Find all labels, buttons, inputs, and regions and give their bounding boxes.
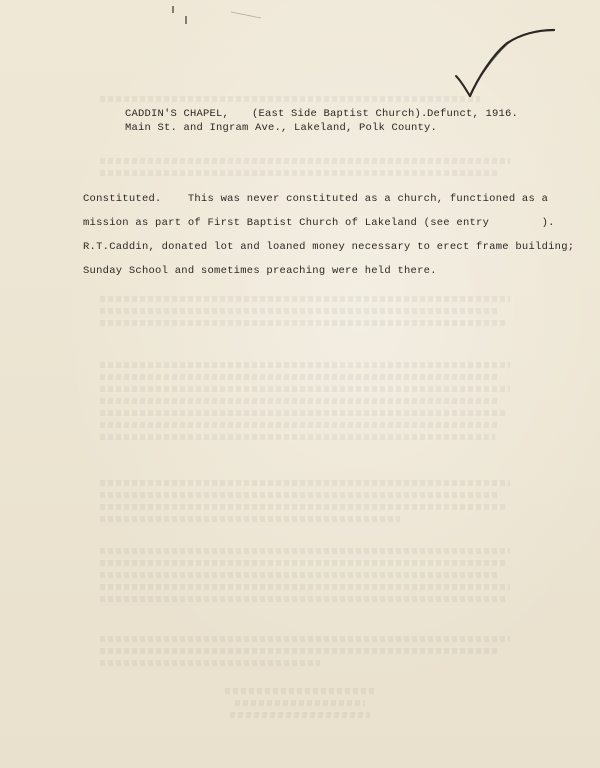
body-line-2: mission as part of First Baptist Church of Lakeland (see entry ). [83, 217, 555, 229]
bleed-through [100, 374, 500, 380]
bleed-through [100, 296, 510, 302]
pencil-marks-icon [165, 4, 265, 30]
bleed-through [100, 572, 500, 578]
bleed-through [100, 560, 505, 566]
bleed-through [100, 492, 500, 498]
defunct-date: Defunct, 1916. [427, 108, 519, 120]
bleed-through [100, 660, 320, 666]
bleed-through [225, 688, 375, 694]
bleed-through [235, 700, 365, 706]
bleed-through [100, 422, 500, 428]
address-line: Main St. and Ingram Ave., Lakeland, Polk County. [125, 122, 438, 134]
bleed-through [100, 480, 510, 486]
check-mark-icon [448, 26, 558, 100]
bleed-through [100, 96, 480, 102]
bleed-through [100, 362, 510, 368]
bleed-through [100, 398, 500, 404]
bleed-through [100, 308, 500, 314]
bleed-through [100, 434, 495, 440]
bleed-through [100, 170, 500, 176]
bleed-through [100, 158, 510, 164]
bleed-through [100, 548, 510, 554]
bleed-through [100, 504, 505, 510]
bleed-through [100, 596, 505, 602]
bleed-through [100, 516, 400, 522]
chapel-name: CADDIN'S CHAPEL, [125, 108, 230, 120]
bleed-through [100, 648, 500, 654]
bleed-through [100, 584, 510, 590]
body-line-3: R.T.Caddin, donated lot and loaned money necessary to erect frame building; [83, 241, 575, 253]
bleed-through [230, 712, 370, 718]
bleed-through [100, 320, 505, 326]
bleed-through [100, 386, 510, 392]
bleed-through [100, 636, 510, 642]
church-alias: (East Side Baptist Church). [252, 108, 428, 120]
body-line-4: Sunday School and sometimes preaching were held there. [83, 265, 437, 277]
bleed-through [100, 410, 505, 416]
body-line-1: Constituted. This was never constituted as a church, functioned as a [83, 193, 549, 205]
